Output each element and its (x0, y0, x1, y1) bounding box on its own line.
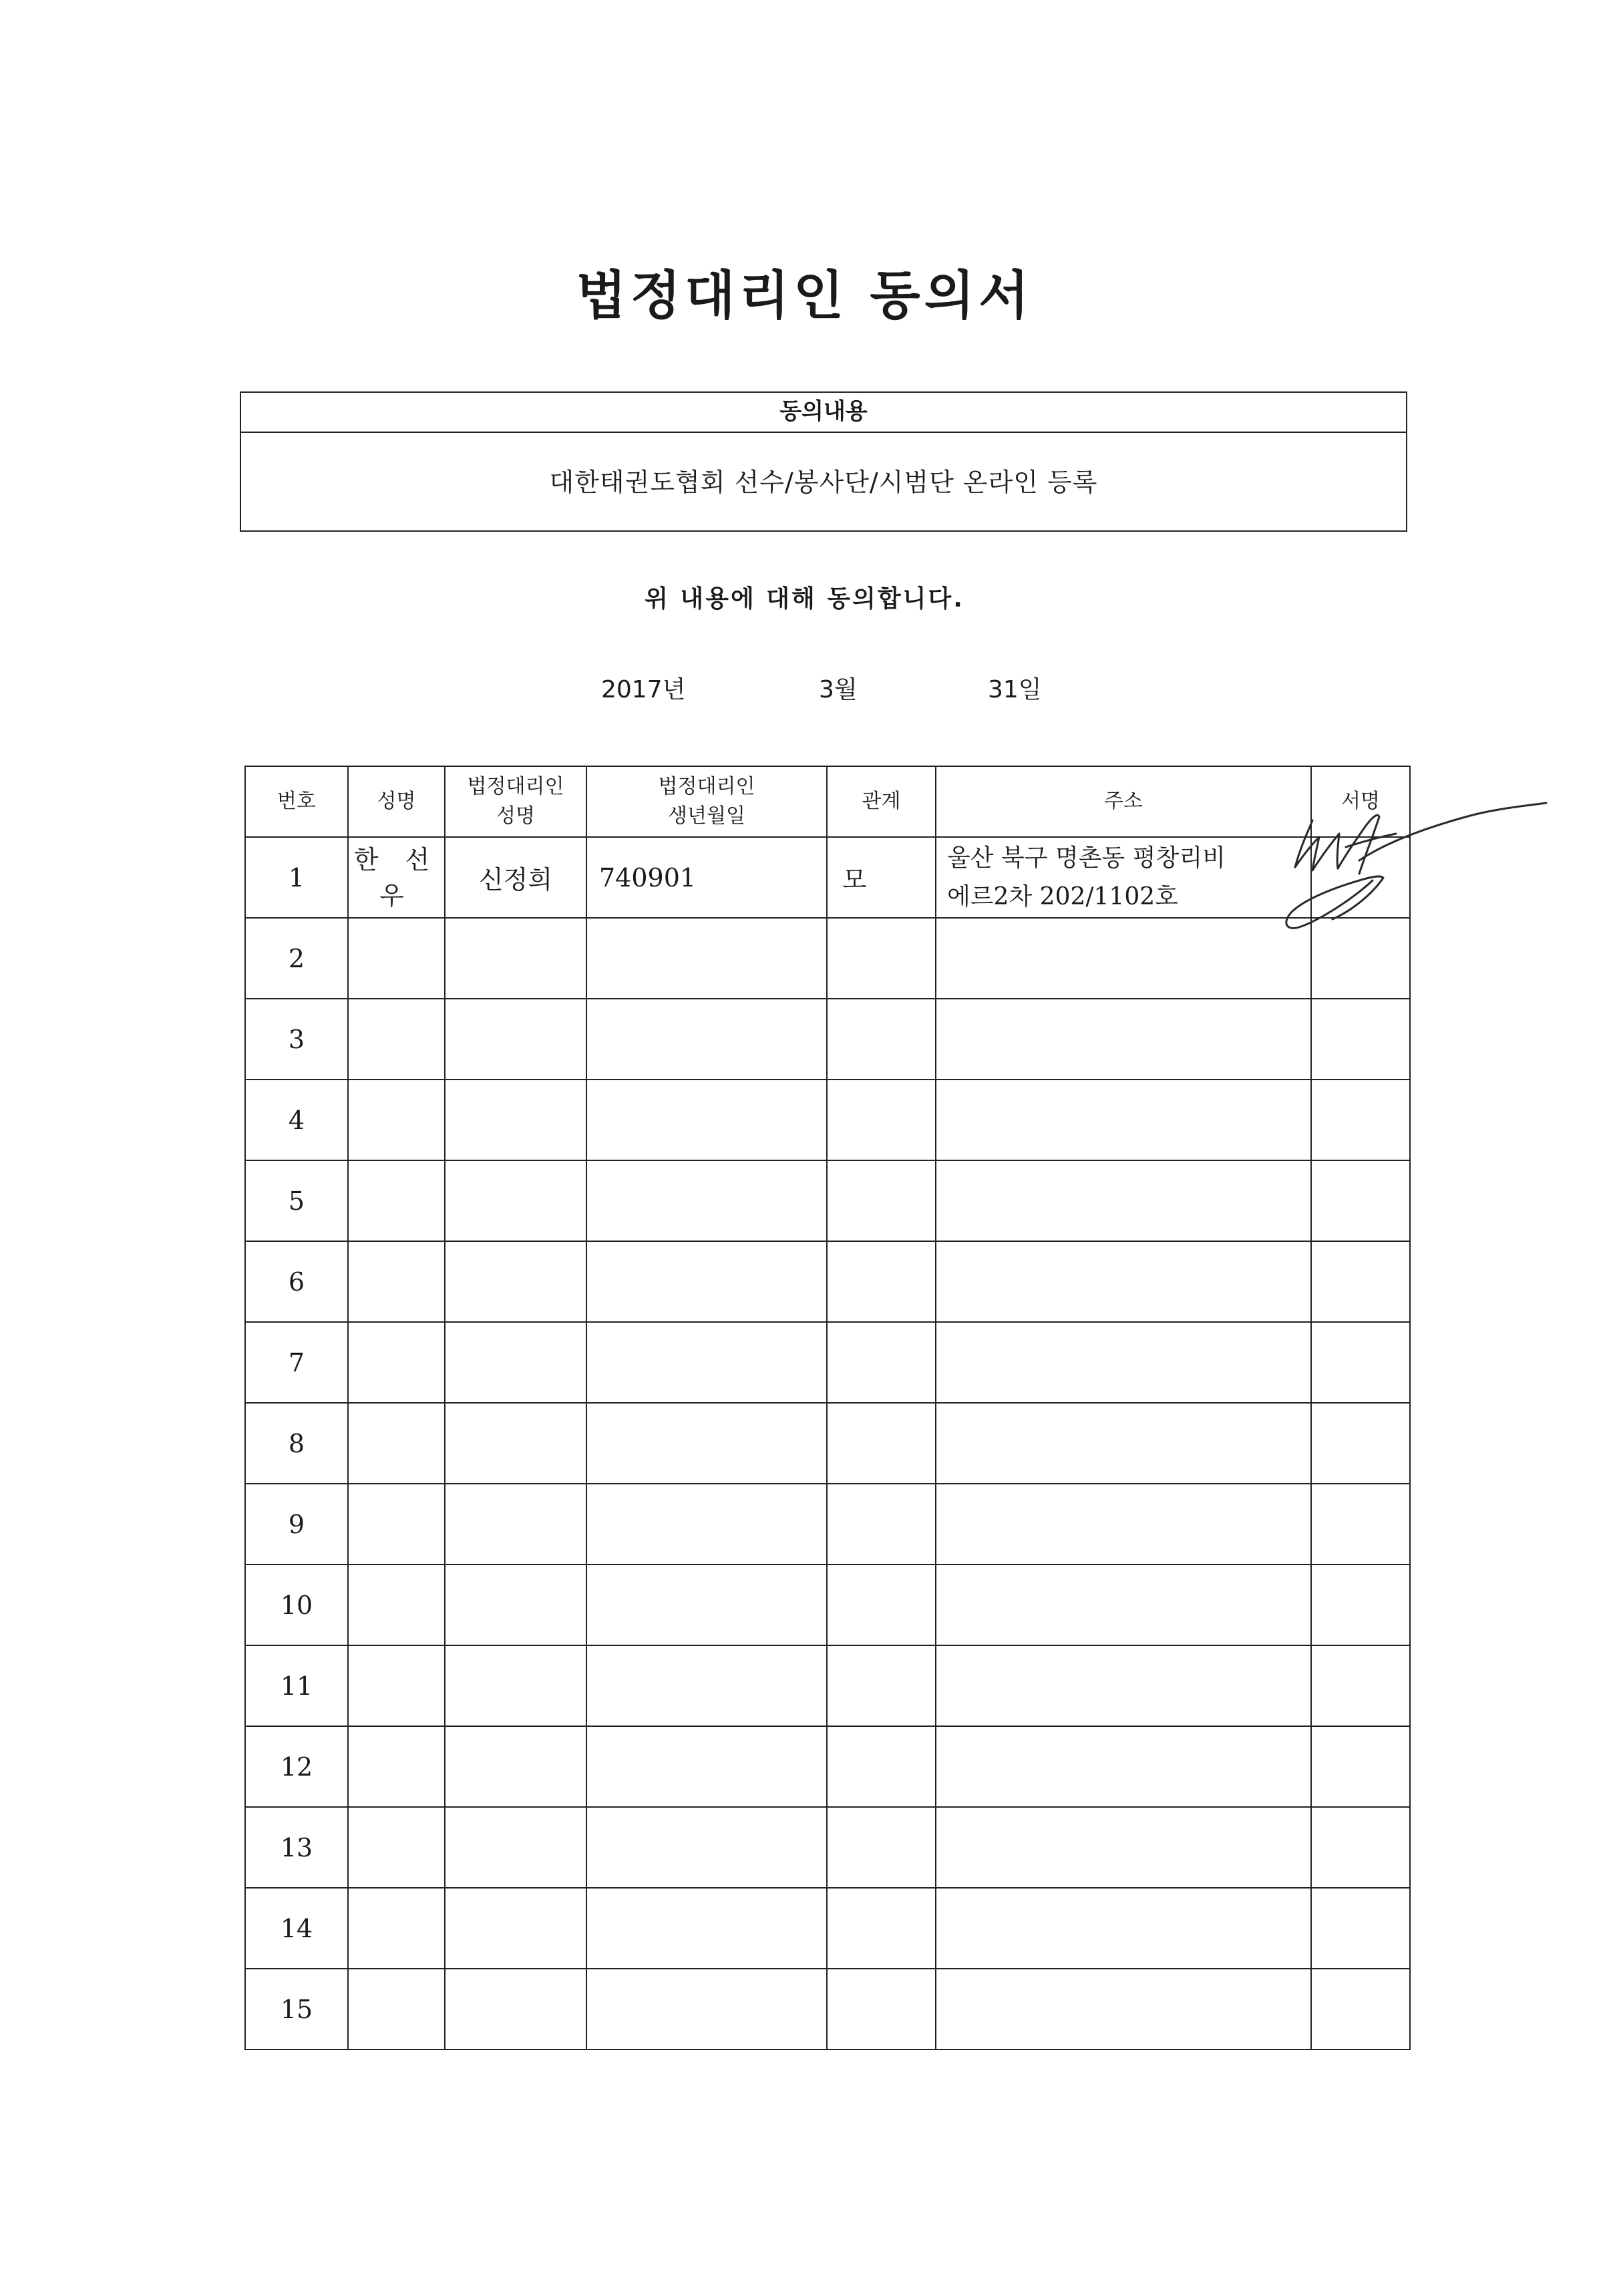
row-address-line1: 울산 북구 명촌동 평창리비 (947, 844, 1226, 872)
row-no: 4 (245, 1080, 348, 1160)
row-address (936, 1080, 1311, 1160)
row-name (348, 1322, 445, 1403)
row-address (936, 999, 1311, 1080)
row-no: 15 (245, 1969, 348, 2049)
registration-table (244, 766, 1411, 2050)
consent-text: 대한태권도협회 선수/봉사단/시범단 온라인 등록 (549, 468, 1098, 497)
table-row (245, 1645, 1410, 1726)
row-relation (827, 1726, 936, 1807)
row-guardian-birth (586, 1969, 827, 2049)
row-address (936, 1241, 1311, 1322)
row-relation (827, 999, 936, 1080)
header-no: 번호 (245, 766, 348, 837)
header-guardian-name-line1: 법정대리인 (467, 775, 564, 798)
row-name (348, 1160, 445, 1241)
table-row (245, 1565, 1410, 1645)
row-guardian-name (445, 999, 586, 1080)
date-year: 2017년 (601, 676, 686, 703)
table-row (245, 1403, 1410, 1484)
table-header-row (245, 766, 1410, 837)
date-day: 31일 (988, 676, 1042, 703)
row-no: 9 (245, 1484, 348, 1565)
row-relation (827, 1969, 936, 2049)
header-guardian-birth-line2: 생년월일 (668, 804, 745, 828)
row-name (348, 1645, 445, 1726)
row-guardian-birth (586, 1888, 827, 1969)
row-guardian-birth (586, 1484, 827, 1565)
row-address (936, 1403, 1311, 1484)
consent-box (240, 391, 1407, 532)
row-relation (827, 1565, 936, 1645)
table-row (245, 837, 1410, 918)
row-name (348, 1888, 445, 1969)
row-guardian-name (445, 1160, 586, 1241)
row-guardian-birth (586, 1241, 827, 1322)
row-address-line2: 에르2차 202/1102호 (947, 882, 1178, 911)
row-address (936, 1484, 1311, 1565)
row-guardian-name (445, 1888, 586, 1969)
row-address (936, 1807, 1311, 1888)
row-guardian-birth (586, 1403, 827, 1484)
row-guardian-name (445, 1807, 586, 1888)
row-no: 1 (245, 837, 348, 918)
row-guardian-name (445, 1726, 586, 1807)
row-name (348, 1726, 445, 1807)
row-guardian-name (445, 1484, 586, 1565)
row-guardian-birth: 740901 (586, 837, 827, 918)
date-month: 3월 (819, 676, 858, 703)
row-guardian-name (445, 1080, 586, 1160)
row-address (936, 1565, 1311, 1645)
row-signature (1311, 999, 1410, 1080)
row-address (936, 1888, 1311, 1969)
table-row (245, 1888, 1410, 1969)
table-row (245, 1241, 1410, 1322)
table-row (245, 1080, 1410, 1160)
row-no: 14 (245, 1888, 348, 1969)
table-row (245, 1322, 1410, 1403)
row-relation (827, 1403, 936, 1484)
row-guardian-name (445, 1403, 586, 1484)
row-address (936, 1160, 1311, 1241)
row-name (348, 1403, 445, 1484)
table-row (245, 918, 1410, 999)
row-relation (827, 1322, 936, 1403)
row-signature (1311, 1403, 1410, 1484)
consent-header: 동의내용 (241, 393, 1406, 433)
row-name (348, 1565, 445, 1645)
row-name (348, 1241, 445, 1322)
row-name (348, 1969, 445, 2049)
row-guardian-birth (586, 1726, 827, 1807)
row-signature (1311, 1484, 1410, 1565)
row-guardian-birth (586, 1080, 827, 1160)
row-no: 5 (245, 1160, 348, 1241)
table-row (245, 1969, 1410, 2049)
row-guardian-birth (586, 1645, 827, 1726)
row-signature (1311, 1888, 1410, 1969)
row-relation (827, 1807, 936, 1888)
row-guardian-name (445, 1645, 586, 1726)
table-row (245, 999, 1410, 1080)
row-signature (1311, 1645, 1410, 1726)
row-signature (1311, 1807, 1410, 1888)
row-guardian-birth (586, 1322, 827, 1403)
row-name (348, 918, 445, 999)
row-no: 7 (245, 1322, 348, 1403)
row-relation (827, 1160, 936, 1241)
header-guardian-birth-line1: 법정대리인 (658, 775, 755, 798)
row-address (936, 918, 1311, 999)
table-row (245, 1726, 1410, 1807)
row-no: 12 (245, 1726, 348, 1807)
agreement-statement: 위 내용에 대해 동의합니다. (645, 585, 964, 613)
row-signature (1311, 1241, 1410, 1322)
row-relation (827, 1241, 936, 1322)
row-guardian-birth (586, 1807, 827, 1888)
row-signature (1311, 1160, 1410, 1241)
row-address (936, 1645, 1311, 1726)
header-guardian-name-line2: 성명 (496, 804, 535, 828)
row-relation (827, 918, 936, 999)
row-address (936, 1322, 1311, 1403)
table-row (245, 1807, 1410, 1888)
handwritten-signature (1272, 780, 1566, 954)
row-guardian-birth (586, 999, 827, 1080)
row-name (348, 1807, 445, 1888)
header-guardian-name (445, 766, 586, 837)
row-no: 8 (245, 1403, 348, 1484)
row-relation (827, 1080, 936, 1160)
row-relation (827, 1645, 936, 1726)
row-no: 11 (245, 1645, 348, 1726)
row-no: 2 (245, 918, 348, 999)
row-signature (1311, 1322, 1410, 1403)
row-name-line2: 우 (379, 880, 413, 911)
row-guardian-name (445, 1322, 586, 1403)
row-name (348, 999, 445, 1080)
row-guardian-name (445, 1241, 586, 1322)
row-no: 3 (245, 999, 348, 1080)
header-name: 성명 (348, 766, 445, 837)
row-guardian-name (445, 918, 586, 999)
row-guardian-birth (586, 918, 827, 999)
header-guardian-birth (586, 766, 827, 837)
row-guardian-name (445, 1565, 586, 1645)
table-row (245, 1160, 1410, 1241)
document-title: 법정대리인 동의서 (576, 266, 1033, 326)
row-name (348, 837, 445, 918)
row-signature (1311, 1565, 1410, 1645)
header-signature: 서명 (1311, 766, 1410, 837)
row-no: 6 (245, 1241, 348, 1322)
header-address: 주소 (936, 766, 1311, 837)
row-signature (1311, 1080, 1410, 1160)
row-relation: 모 (827, 837, 936, 918)
row-signature (1311, 1726, 1410, 1807)
row-name (348, 1484, 445, 1565)
row-name-line1: 한 선 (353, 844, 439, 874)
table-row (245, 1484, 1410, 1565)
row-guardian-birth (586, 1565, 827, 1645)
row-relation (827, 1888, 936, 1969)
row-address (936, 837, 1311, 918)
row-no: 10 (245, 1565, 348, 1645)
row-guardian-birth (586, 1160, 827, 1241)
row-address (936, 1969, 1311, 2049)
row-guardian-name (445, 1969, 586, 2049)
header-relation: 관계 (827, 766, 936, 837)
row-relation (827, 1484, 936, 1565)
row-signature (1311, 1969, 1410, 2049)
row-no: 13 (245, 1807, 348, 1888)
row-address (936, 1726, 1311, 1807)
row-guardian-name: 신정희 (445, 837, 586, 918)
row-name (348, 1080, 445, 1160)
